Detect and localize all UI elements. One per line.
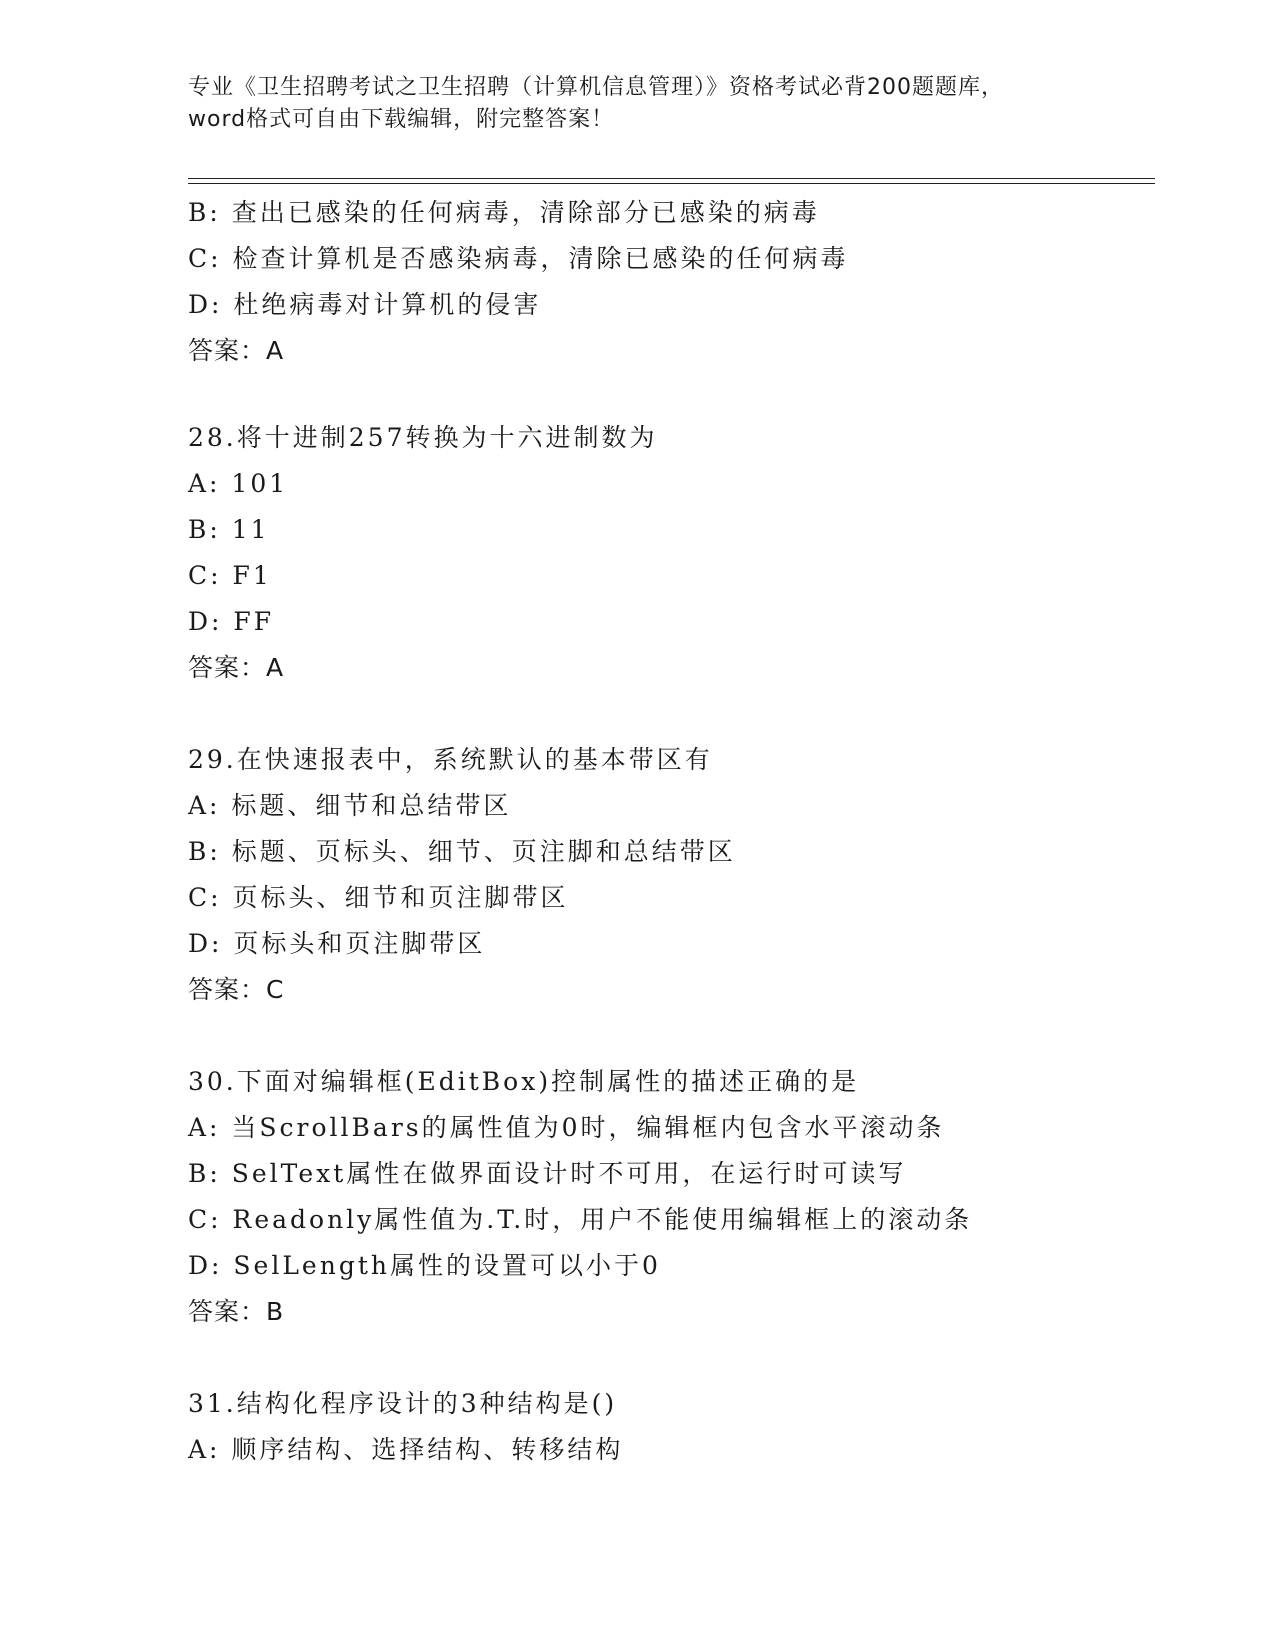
document-header	[188, 72, 1088, 136]
option-c: C: 检查计算机是否感染病毒，清除已感染的任何病毒	[188, 244, 849, 273]
option-c: C: Readonly属性值为.T.时，用户不能使用编辑框上的滚动条	[188, 1205, 973, 1234]
option-b: B: SelText属性在做界面设计时不可用，在运行时可读写	[188, 1159, 907, 1188]
header-title-line-1: 专业《卫生招聘考试之卫生招聘（计算机信息管理）》资格考试必背200题题库，	[188, 75, 1004, 100]
answer-line: 答案：B	[188, 1297, 285, 1326]
option-a: A: 顺序结构、选择结构、转移结构	[188, 1435, 624, 1464]
answer-line: 答案：A	[188, 336, 285, 365]
question-block-27	[188, 190, 1168, 374]
spacer	[188, 691, 1168, 737]
option-c: C: 页标头、细节和页注脚带区	[188, 883, 569, 912]
question-text: 31.结构化程序设计的3种结构是()	[188, 1389, 618, 1418]
question-text: 30.下面对编辑框(EditBox)控制属性的描述正确的是	[188, 1067, 860, 1096]
option-a: A: 当ScrollBars的属性值为0时，编辑框内包含水平滚动条	[188, 1113, 945, 1142]
question-block-29	[188, 737, 1168, 1013]
header-title-line-2: word格式可自由下载编辑，附完整答案！	[188, 107, 615, 132]
option-a: A: 101	[188, 469, 289, 498]
spacer	[188, 374, 1168, 415]
option-a: A: 标题、细节和总结带区	[188, 791, 512, 820]
question-block-30	[188, 1059, 1168, 1335]
header-divider-top	[188, 178, 1155, 179]
option-c: C: F1	[188, 561, 272, 590]
option-d: D: FF	[188, 607, 275, 636]
spacer	[188, 1335, 1168, 1381]
header-divider-bottom	[188, 183, 1155, 184]
option-b: B: 标题、页标头、细节、页注脚和总结带区	[188, 837, 736, 866]
question-block-28	[188, 415, 1168, 691]
answer-line: 答案：C	[188, 975, 285, 1004]
question-block-31	[188, 1381, 1168, 1473]
option-b: B: 11	[188, 515, 270, 544]
option-d: D: 杜绝病毒对计算机的侵害	[188, 290, 542, 319]
question-text: 29.在快速报表中，系统默认的基本带区有	[188, 745, 713, 774]
question-list	[188, 190, 1168, 1473]
option-d: D: SelLength属性的设置可以小于0	[188, 1251, 661, 1280]
option-d: D: 页标头和页注脚带区	[188, 929, 486, 958]
answer-line: 答案：A	[188, 653, 285, 682]
spacer	[188, 1013, 1168, 1059]
option-b: B: 查出已感染的任何病毒，清除部分已感染的病毒	[188, 198, 820, 227]
question-text: 28.将十进制257转换为十六进制数为	[188, 423, 658, 452]
